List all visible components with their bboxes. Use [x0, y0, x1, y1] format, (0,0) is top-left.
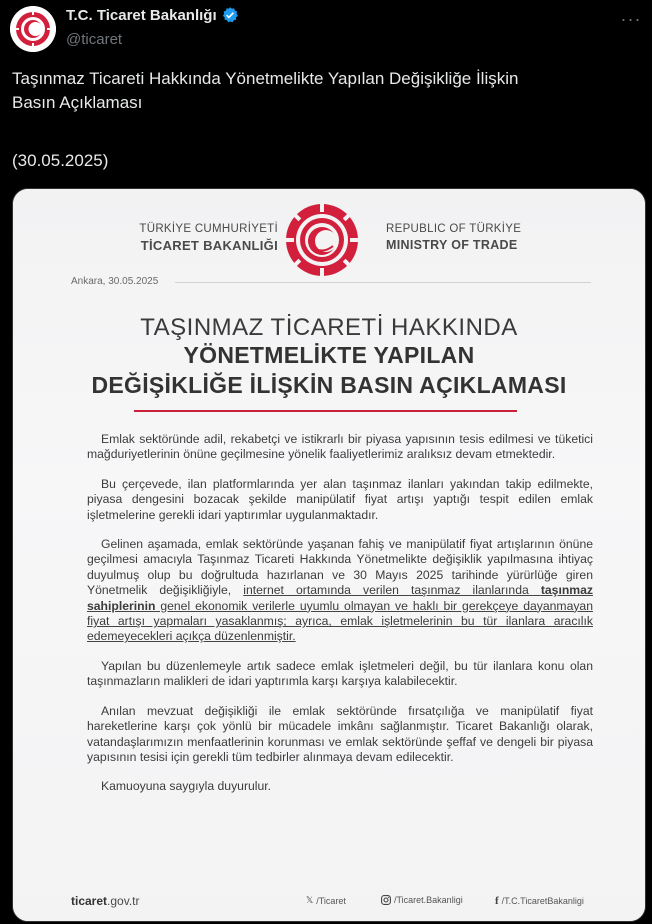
letterhead-right-line1: REPUBLIC OF TÜRKİYE — [386, 223, 522, 235]
document-title-line3: DEĞİŞİKLİĞE İLİŞKİN BASIN AÇIKLAMASI — [91, 372, 567, 398]
tweet-date-text: (30.05.2025) — [12, 151, 109, 170]
footer-instagram — [381, 895, 463, 905]
footer-x-handle: /Ticaret — [316, 895, 346, 906]
facebook-icon: f — [495, 895, 499, 907]
footer-facebook — [495, 895, 584, 907]
body-paragraph: Yapılan bu düzenlemeyle artık sadece emlak işletmeleri değil, bu tür ilanlara konu olan taşınmazların malikleri de idari yaptırımla karşı karşıya kalabilecektir. — [87, 658, 593, 689]
tweet-text-line: Basın Açıklaması — [12, 93, 143, 112]
footer-website — [71, 894, 140, 908]
footer-x — [306, 895, 346, 906]
account-name[interactable] — [66, 6, 239, 24]
footer-instagram-handle: /Ticaret.Bakanligi — [394, 895, 463, 905]
tweet-text — [12, 67, 632, 115]
ministry-emblem-icon — [10, 6, 56, 52]
body-paragraph — [87, 537, 593, 645]
body-text: Gelinen aşamada, emlak sektöründe yaşanan fahiş ve manipülatif fiyat artışlarının önüne geçilmesi amacıyla Taşınmaz Ticareti Hakkında Yönetmelikte değişiklik yapılmasına ihtiyaç duyulmuş olup bu doğrultuda hazırlanan ve 30 Mayıs 2025 tarihinde yürürlüğe giren Yönetmelik değişikliğiyle, — [87, 537, 593, 598]
account-name-text[interactable]: T.C. Ticaret Bakanlığı — [66, 6, 217, 24]
letterhead-right-line2: MINISTRY OF TRADE — [386, 238, 518, 252]
x-logo-icon: 𝕏 — [306, 895, 314, 905]
letterhead-left-line1: TÜRKİYE CUMHURİYETİ — [139, 223, 278, 235]
letterhead-left — [113, 223, 278, 253]
ministry-emblem-icon — [283, 201, 361, 279]
body-text: internet ortamında verilen taşınmaz ilanlarında — [243, 583, 541, 598]
closing-line: Kamuoyuna saygıyla duyurulur. — [101, 779, 272, 794]
title-divider — [134, 410, 517, 412]
body-paragraph: Emlak sektöründe adil, rekabetçi ve istikrarlı bir piyasa yapısının tesis edilmesi ve tüketici mağduriyetlerinin önüne geçilmesine yönelik faaliyetlerimiz aralıksız devam etmektedir. — [87, 432, 593, 462]
footer-website-rest: .gov.tr — [107, 894, 140, 908]
body-paragraph: Bu çerçevede, ilan platformlarında yer alan taşınmaz ilanları yakından takip edilmekte, piyasa dengesini bozacak şekilde manipülatif fiyat artışı yaptığı tespit edilen emlak işletmelerine gerekli idari yaptırımlar uygulanmaktadır. — [87, 476, 593, 522]
avatar[interactable] — [10, 6, 56, 52]
letterhead-left-line2: TİCARET BAKANLIĞI — [140, 238, 278, 253]
bold-text: taşınmaz sahiplerinin — [87, 583, 593, 613]
document-body — [87, 432, 593, 809]
tweet-text-line: Taşınmaz Ticareti Hakkında Yönetmelikte Yapılan Değişikliğe İlişkin — [12, 69, 519, 88]
document-title-line2: YÖNETMELİKTE YAPILAN — [183, 342, 475, 368]
document-date: Ankara, 30.05.2025 — [71, 276, 159, 287]
tweet-header — [10, 4, 642, 56]
body-paragraph: Anılan mevzuat değişikliği ile emlak sektöründe fırsatçılığa ve manipülatif fiyat hareketlerine karşı çok yönlü bir mücadele imkânı sağlanmıştır. Ticaret Bakanlığı olarak, vatandaşlarımızın menfaatlerinin korunması ve emlak sektöründe şeffaf ve dengeli bir piyasa yapısının tesisi için gerekli tüm tedbirler alınmaya devam edilecektir. — [87, 703, 593, 764]
footer-website-bold: ticaret — [71, 894, 108, 908]
verified-badge-icon — [221, 6, 239, 24]
document-title-line1: TAŞINMAZ TİCARETİ HAKKINDA — [140, 314, 518, 341]
tweet-media-image[interactable] — [12, 188, 646, 922]
body-text: genel ekonomik verilerle uyumlu olmayan ve haklı bir gerekçeye dayanmayan fiyat artışı yapmaları yasaklanmış; ayrıca, emlak işletmelerinin bu tür ilanlara aracılık edemeyecekleri açıkça düzenlenmiştir. — [87, 598, 593, 644]
instagram-icon — [381, 895, 391, 905]
more-options-icon[interactable]: ··· — [620, 8, 642, 29]
letterhead-right — [386, 223, 556, 252]
press-release-document — [13, 189, 645, 921]
document-footer — [71, 894, 611, 910]
footer-facebook-handle: /T.C.TicaretBakanligi — [501, 896, 584, 906]
divider — [175, 282, 591, 283]
account-handle[interactable]: @ticaret — [66, 31, 123, 48]
